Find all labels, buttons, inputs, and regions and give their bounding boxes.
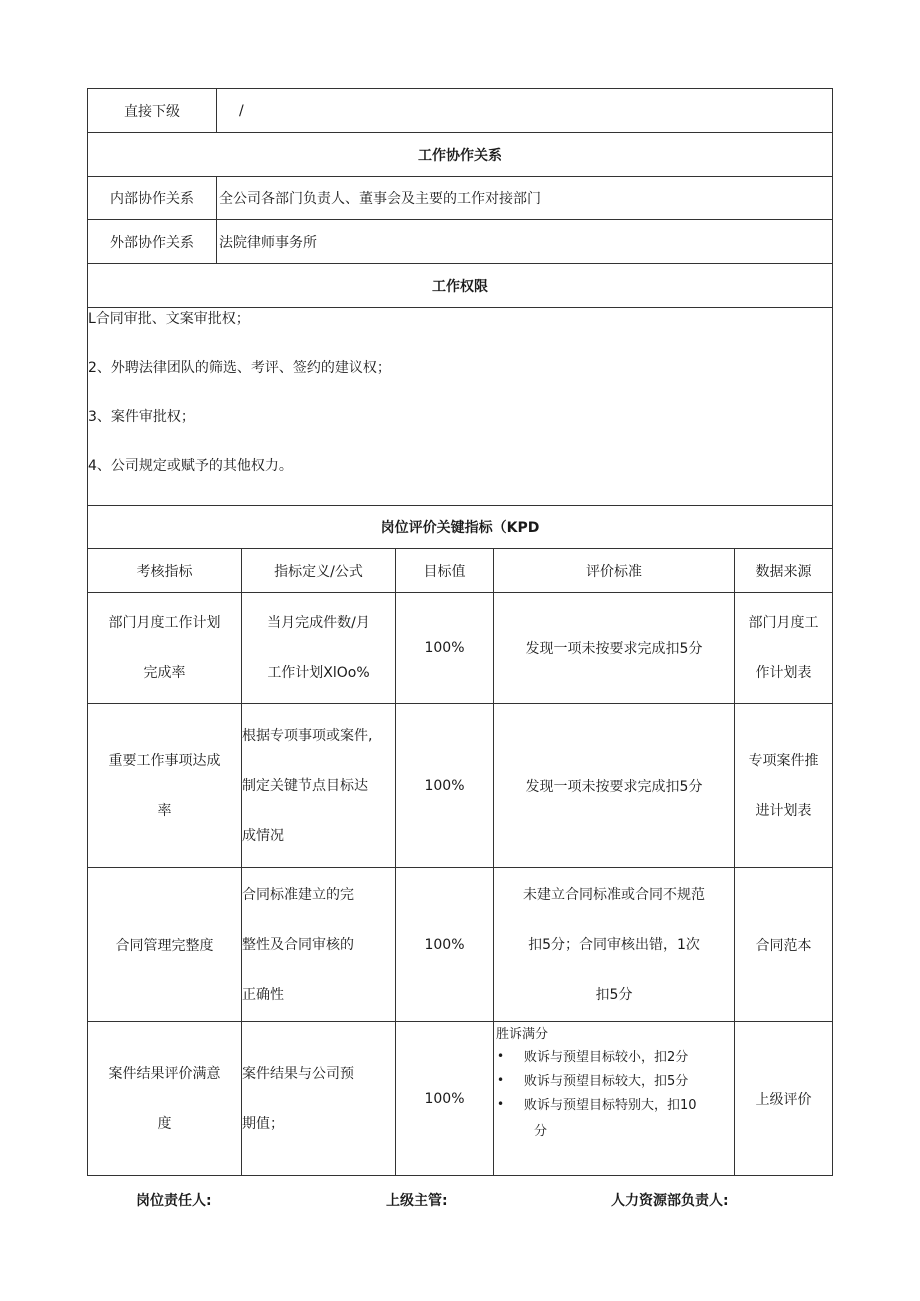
kpi-name-line: 完成率	[143, 665, 186, 681]
kpi-source-line: 进计划表	[755, 802, 812, 819]
hr-head-label: 人力资源部负责人:	[611, 1193, 729, 1209]
kpi-standard-line: 扣5分；合同审核出错，1次	[528, 936, 700, 953]
kpi-row	[87, 593, 833, 704]
direct-subordinate-row	[87, 88, 833, 133]
kpi-definition-line: 整性及合同审核的	[242, 936, 354, 953]
kpi-definition-line: 当月完成件数/月	[267, 615, 370, 631]
kpi-target: 100%	[395, 704, 493, 867]
header-indicator: 考核指标	[136, 563, 193, 580]
external-collaboration-value: 法院律师事务所	[216, 220, 832, 263]
kpi-section	[87, 506, 833, 549]
internal-collaboration-row	[87, 177, 833, 220]
kpi-source-line: 专项案件推	[748, 752, 819, 769]
kpi-name-line: 部门月度工作计划	[108, 615, 221, 631]
supervisor-label: 上级主管:	[386, 1193, 448, 1209]
kpi-standard-bullet: 败诉与预望目标较大，扣5分	[524, 1074, 689, 1089]
authority-item: 3、案件审批权；	[88, 409, 195, 425]
header-target: 目标值	[395, 549, 493, 592]
direct-subordinate-value: /	[216, 89, 832, 132]
bullet-icon: •	[497, 1097, 505, 1111]
kpi-row	[87, 704, 833, 868]
kpi-definition-line: 成情况	[242, 827, 284, 844]
kpi-target: 100%	[395, 868, 493, 1021]
kpi-name-line: 度	[157, 1115, 172, 1132]
kpi-source: 合同范本	[734, 868, 832, 1021]
kpi-name-line: 率	[157, 802, 172, 819]
kpi-standard-bullet: 败诉与预望目标较小，扣2分	[524, 1050, 689, 1065]
kpi-standard: 发现一项未按要求完成扣5分	[493, 593, 734, 703]
kpi-standard-block	[493, 1022, 734, 1175]
authority-item: L合同审批、文案审批权；	[88, 311, 250, 327]
kpi-target: 100%	[395, 1022, 493, 1175]
kpi-row	[87, 868, 833, 1022]
bullet-icon: •	[497, 1049, 505, 1063]
position-owner-label: 岗位责任人:	[136, 1193, 212, 1209]
authority-title: 工作权限	[432, 278, 488, 295]
kpi-definition-line: 合同标准建立的完	[242, 886, 354, 903]
kpi-title: 岗位评价关键指标（KPD	[380, 520, 540, 536]
authority-item: 4、公司规定或赋予的其他权力。	[88, 458, 293, 474]
header-source: 数据来源	[734, 549, 832, 592]
kpi-header-row	[87, 549, 833, 593]
header-standard: 评价标准	[493, 549, 734, 592]
kpi-source-line: 作计划表	[755, 665, 812, 681]
kpi-definition-line: 案件结果与公司预	[242, 1065, 354, 1082]
external-collaboration-row	[87, 220, 833, 264]
kpi-standard-line: 未建立合同标准或合同不规范	[523, 886, 705, 903]
kpi-target: 100%	[395, 593, 493, 703]
kpi-name-line: 重要工作事项达成	[108, 752, 221, 769]
kpi-definition-line: 根据专项事项或案件,	[242, 727, 373, 744]
header-definition: 指标定义/公式	[241, 549, 395, 592]
kpi-definition-line: 工作计划XlOo%	[267, 665, 370, 681]
bullet-icon: •	[497, 1073, 505, 1087]
collaboration-section	[87, 133, 833, 177]
kpi-definition-line: 制定关键节点目标达	[242, 777, 368, 794]
kpi-source: 上级评价	[734, 1022, 832, 1175]
kpi-definition-line: 正确性	[242, 986, 284, 1003]
kpi-definition-line: 期值；	[242, 1115, 284, 1132]
authority-item: 2、外聘法律团队的筛选、考评、签约的建议权；	[88, 360, 391, 376]
kpi-standard: 发现一项未按要求完成扣5分	[493, 704, 734, 867]
kpi-standard-bullet: 败诉与预望目标特别大，扣10	[524, 1098, 697, 1113]
kpi-standard-line: 扣5分	[595, 986, 633, 1003]
collaboration-title: 工作协作关系	[418, 147, 502, 164]
job-description-table	[87, 88, 833, 1176]
kpi-name: 合同管理完整度	[115, 937, 214, 954]
kpi-name-line: 案件结果评价满意	[108, 1065, 221, 1082]
direct-subordinate-label: 直接下级	[124, 103, 180, 120]
kpi-standard-head: 胜诉满分	[496, 1027, 549, 1042]
authority-list	[87, 308, 833, 506]
kpi-source-line: 部门月度工	[748, 615, 819, 631]
kpi-row	[87, 1022, 833, 1176]
internal-collaboration-value: 全公司各部门负责人、董事会及主要的工作对接部门	[216, 177, 832, 219]
kpi-standard-bullet-cont: 分	[534, 1124, 548, 1139]
external-collaboration-label: 外部协作关系	[110, 234, 194, 251]
internal-collaboration-label: 内部协作关系	[110, 191, 194, 207]
